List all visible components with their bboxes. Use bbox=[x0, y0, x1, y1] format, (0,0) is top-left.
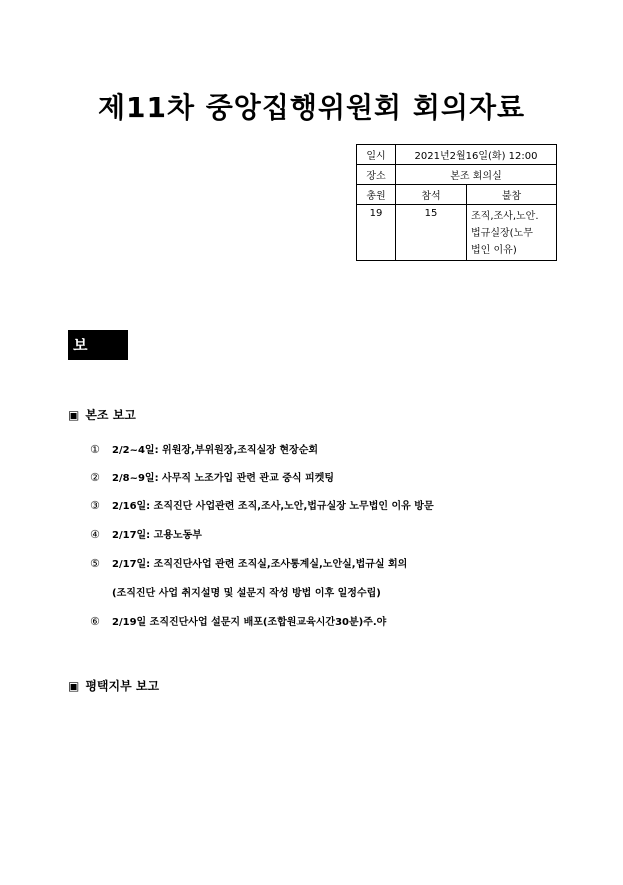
item-text: 2/2~4일: 위원장,부위원장,조직실장 현장순회 bbox=[112, 445, 319, 456]
item-number: ⑤ bbox=[90, 557, 100, 570]
item-number: ② bbox=[90, 471, 100, 484]
total-count: 19 bbox=[357, 205, 396, 261]
list-item bbox=[90, 497, 434, 512]
meeting-info-table bbox=[356, 144, 557, 261]
item-number: ③ bbox=[90, 499, 100, 512]
header-absent: 불참 bbox=[467, 185, 557, 205]
header-total: 총원 bbox=[357, 185, 396, 205]
section-hq-report bbox=[68, 406, 136, 423]
list-item bbox=[90, 441, 318, 456]
attend-count: 15 bbox=[396, 205, 467, 261]
report-heading: 보 고 bbox=[68, 330, 128, 360]
absent-line: 조직,조사,노안. bbox=[471, 211, 539, 222]
absent-line: 법규실장(노무 bbox=[471, 228, 533, 239]
item-text: 2/17일: 고용노동부 bbox=[112, 530, 202, 541]
square-bullet-icon: ▣ bbox=[68, 679, 80, 693]
square-bullet-icon: ▣ bbox=[68, 408, 80, 422]
absent-reasons bbox=[467, 205, 557, 261]
item-text: 2/19일 조직진단사업 설문지 배포(조합원교육시간30분)주.야 bbox=[112, 617, 387, 628]
section-title: 본조 보고 bbox=[85, 408, 136, 422]
item-text: 2/17일: 조직진단사업 관련 조직실,조사통계실,노안실,법규실 회의 bbox=[112, 559, 408, 570]
date-label: 일시 bbox=[357, 145, 396, 165]
item-number: ⑥ bbox=[90, 615, 100, 628]
list-item bbox=[90, 469, 334, 484]
place-value: 본조 회의실 bbox=[396, 165, 557, 185]
section-title: 평택지부 보고 bbox=[85, 679, 160, 693]
item-number: ④ bbox=[90, 528, 100, 541]
list-item bbox=[90, 555, 407, 570]
header-attend: 참석 bbox=[396, 185, 467, 205]
item-text: 2/8~9일: 사무직 노조가입 관련 관교 중식 피켓팅 bbox=[112, 473, 335, 484]
list-item bbox=[90, 526, 202, 541]
date-value: 2021년2월16일(화) 12:00 bbox=[396, 145, 557, 165]
place-label: 장소 bbox=[357, 165, 396, 185]
page-title: 제11차 중앙집행위원회 회의자료 bbox=[97, 91, 526, 124]
list-item bbox=[90, 613, 386, 628]
absent-line: 법인 이유) bbox=[471, 245, 517, 256]
item-text: 2/16일: 조직진단 사업관련 조직,조사,노안,법규실장 노무법인 이유 방문 bbox=[112, 501, 434, 512]
item-number: ① bbox=[90, 443, 100, 456]
item-note: (조직진단 사업 취지설명 및 설문지 작성 방법 이후 일정수립) bbox=[112, 588, 381, 599]
section-pyeongtaek-report bbox=[68, 677, 159, 694]
